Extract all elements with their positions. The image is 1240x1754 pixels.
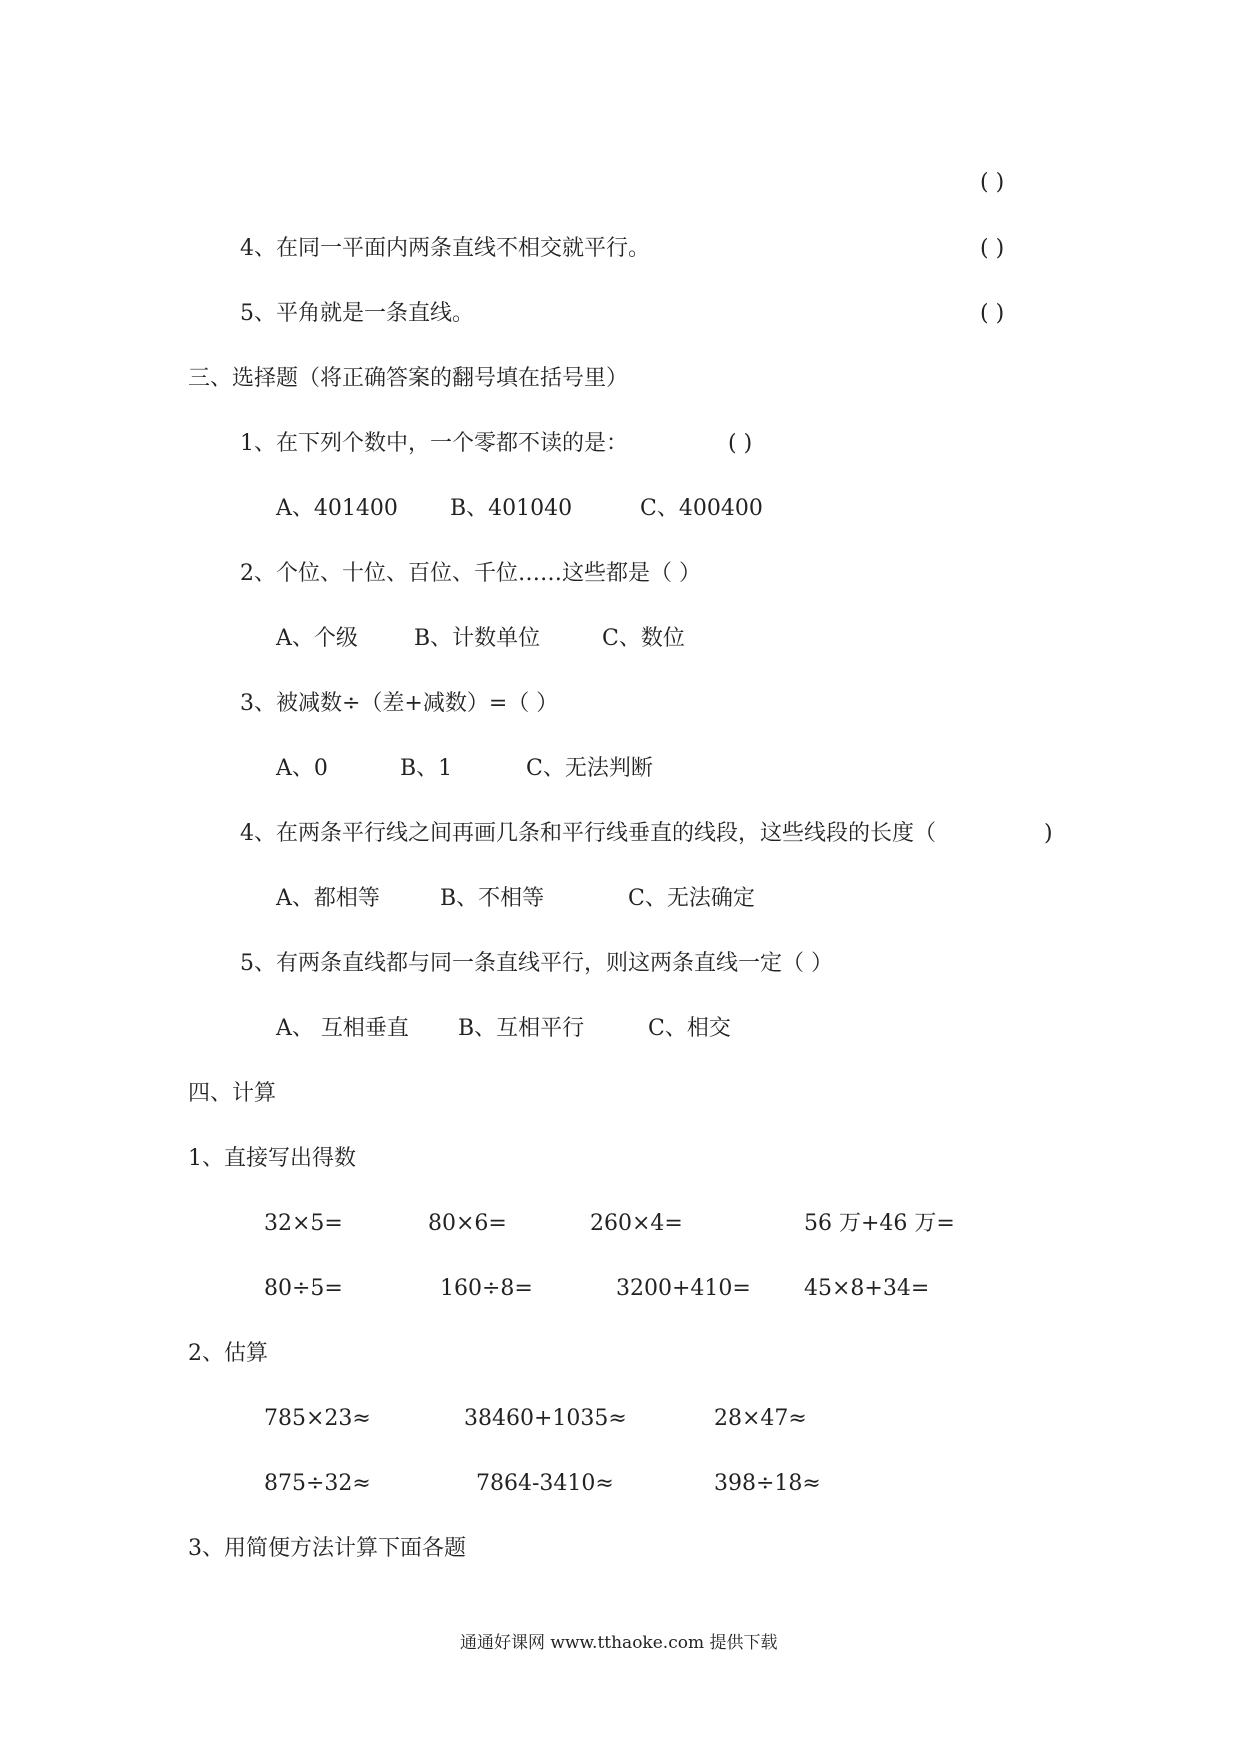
q3-option-b: B、1 bbox=[400, 756, 453, 781]
q1-paren: ( ) bbox=[728, 431, 753, 456]
part1-r1-c4: 56 万+46 万= bbox=[804, 1211, 955, 1236]
part1-r1-c3: 260×4= bbox=[590, 1211, 683, 1236]
q3-option-a: A、0 bbox=[276, 756, 328, 781]
q2-option-b: B、计数单位 bbox=[414, 626, 541, 651]
part1-r2-c4: 45×8+34= bbox=[804, 1276, 930, 1301]
q5-stem: 5、有两条直线都与同一条直线平行，则这两条直线一定（ ） bbox=[240, 951, 833, 976]
q2-option-a: A、个级 bbox=[276, 626, 358, 651]
judgment-item4-paren: ( ) bbox=[980, 236, 1005, 261]
q2-stem: 2、个位、十位、百位、千位……这些都是（ ） bbox=[240, 561, 701, 586]
judgment-item4-text: 4、在同一平面内两条直线不相交就平行。 bbox=[240, 236, 650, 261]
q4-option-c: C、无法确定 bbox=[628, 886, 755, 911]
q4-stem: 4、在两条平行线之间再画几条和平行线垂直的线段，这些线段的长度（ bbox=[240, 821, 936, 846]
part1-r1-c1: 32×5= bbox=[264, 1211, 343, 1236]
part2-title: 2、估算 bbox=[188, 1341, 268, 1366]
q4-option-b: B、不相等 bbox=[440, 886, 545, 911]
section3-heading: 三、选择题（将正确答案的翻号填在括号里） bbox=[188, 366, 629, 391]
part2-r1-c3: 28×47≈ bbox=[714, 1406, 807, 1431]
part1-r1-c2: 80×6= bbox=[428, 1211, 507, 1236]
q3-option-c: C、无法判断 bbox=[526, 756, 653, 781]
part2-r2-c2: 7864-3410≈ bbox=[476, 1471, 614, 1496]
q4-paren-close: ) bbox=[1044, 821, 1053, 846]
q1-option-c: C、400400 bbox=[640, 496, 763, 521]
part3-title: 3、用简便方法计算下面各题 bbox=[188, 1536, 466, 1561]
part2-r1-c1: 785×23≈ bbox=[264, 1406, 371, 1431]
judgment-item5-paren: ( ) bbox=[980, 301, 1005, 326]
q1-option-a: A、401400 bbox=[276, 496, 398, 521]
part1-r2-c1: 80÷5= bbox=[264, 1276, 343, 1301]
part2-r2-c3: 398÷18≈ bbox=[714, 1471, 821, 1496]
q5-option-a: A、 互相垂直 bbox=[276, 1016, 409, 1041]
q1-option-b: B、401040 bbox=[450, 496, 573, 521]
part1-title: 1、直接写出得数 bbox=[188, 1146, 356, 1171]
section4-heading: 四、计算 bbox=[188, 1081, 277, 1106]
q1-stem: 1、在下列个数中，一个零都不读的是： bbox=[240, 431, 628, 456]
q5-option-b: B、互相平行 bbox=[458, 1016, 585, 1041]
part2-r2-c1: 875÷32≈ bbox=[264, 1471, 371, 1496]
q5-option-c: C、相交 bbox=[648, 1016, 731, 1041]
judgment-item3-paren: ( ) bbox=[980, 170, 1005, 195]
part1-r2-c2: 160÷8= bbox=[440, 1276, 533, 1301]
q4-option-a: A、都相等 bbox=[276, 886, 380, 911]
part1-r2-c3: 3200+410= bbox=[616, 1276, 751, 1301]
q2-option-c: C、数位 bbox=[602, 626, 685, 651]
footer-text: 通通好课网 www.tthaoke.com 提供下载 bbox=[460, 1633, 778, 1653]
judgment-item5-text: 5、平角就是一条直线。 bbox=[240, 301, 474, 326]
part2-r1-c2: 38460+1035≈ bbox=[464, 1406, 627, 1431]
q3-stem: 3、被减数÷（差+减数）=（ ） bbox=[240, 691, 559, 716]
